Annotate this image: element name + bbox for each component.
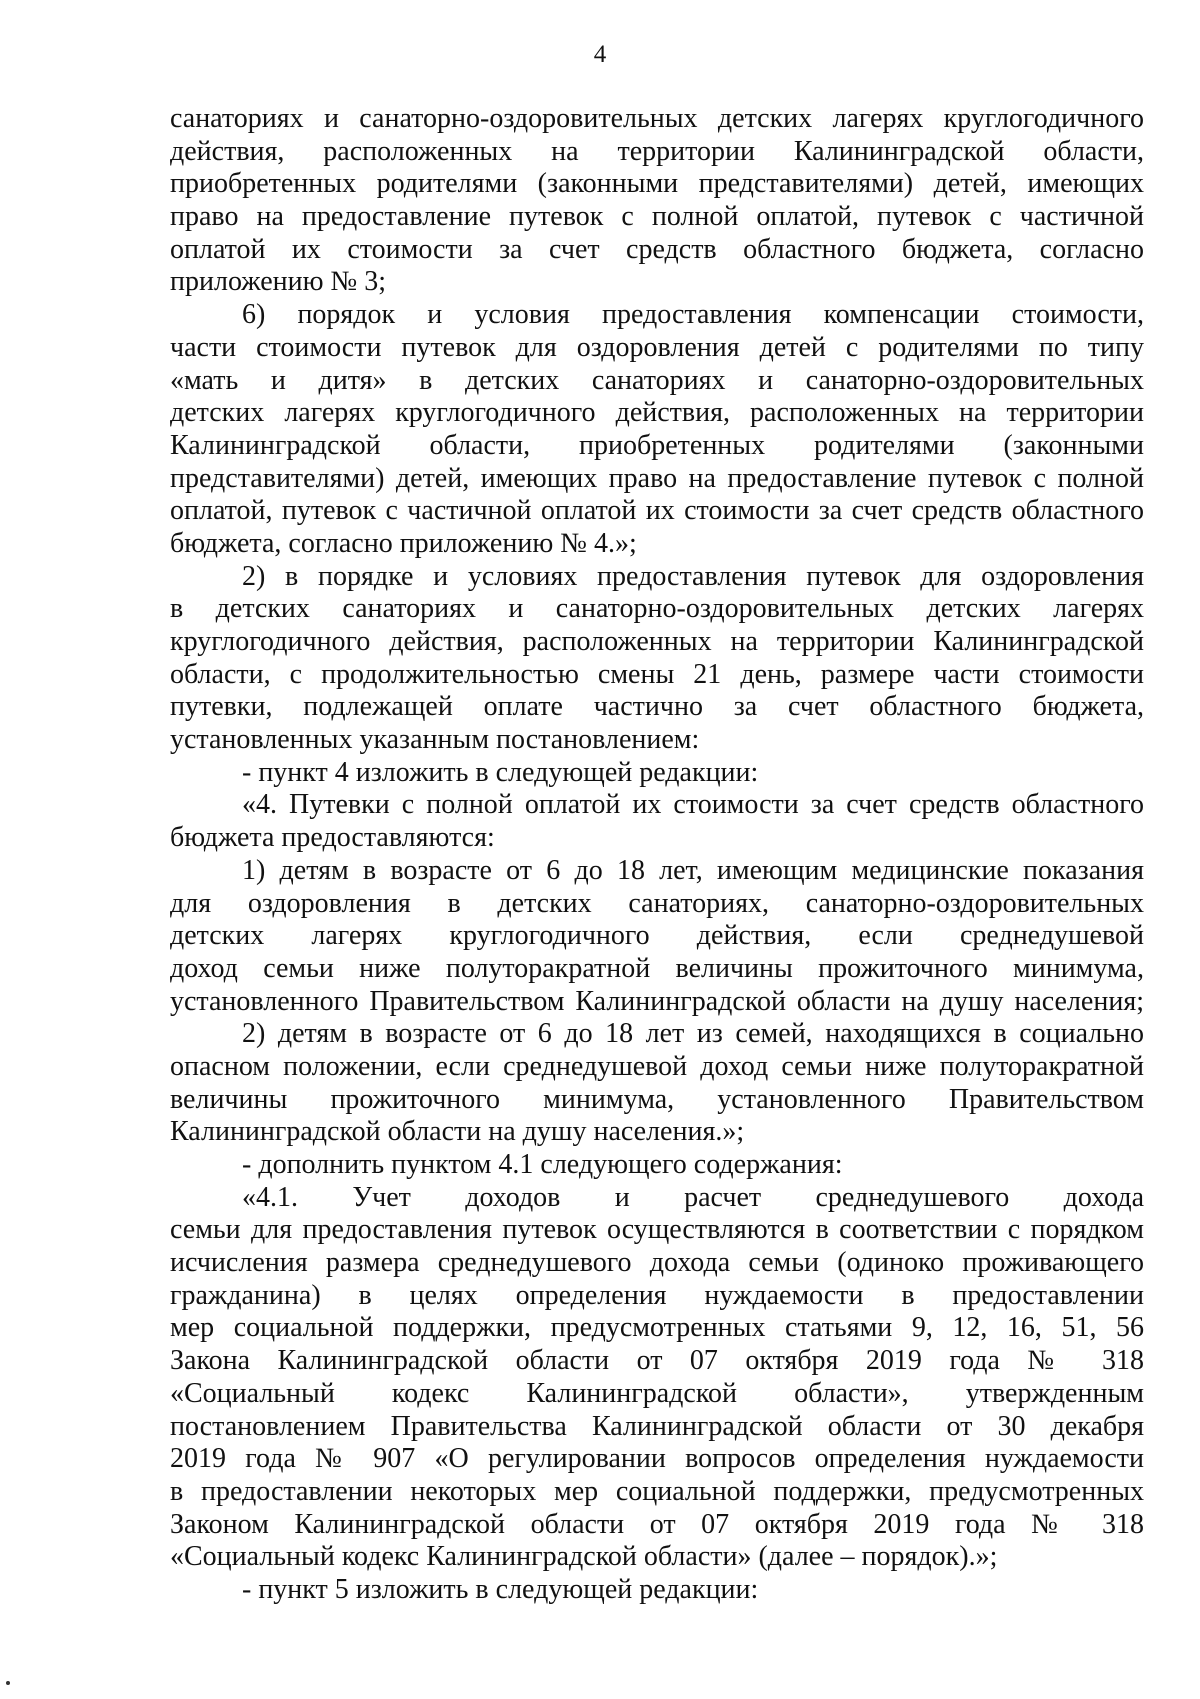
text-line: право на предоставление путевок с полной оплатой, путевок с частичной [170, 201, 1144, 233]
text-line: в детских санаториях и санаторно-оздоровительных детских лагерях [170, 593, 1144, 625]
text-line: бюджета, согласно приложению № 4.»; [170, 527, 637, 559]
text-line: опасном положении, если среднедушевой доход семьи ниже полуторакратной [170, 1050, 1144, 1082]
page-number: 4 [593, 41, 607, 68]
text-line: семьи для предоставления путевок осуществляются в соответствии с порядком [170, 1214, 1144, 1246]
text-line: для оздоровления в детских санаториях, санаторно-оздоровительных [170, 887, 1144, 919]
text-line: - пункт 5 изложить в следующей редакции: [242, 1573, 759, 1605]
text-line: 6) порядок и условия предоставления компенсации стоимости, [242, 299, 1144, 331]
text-line: постановлением Правительства Калининградской области от 30 декабря [170, 1410, 1144, 1442]
text-line: детских лагерях круглогодичного действия, если среднедушевой [170, 920, 1144, 952]
text-line: - пункт 4 изложить в следующей редакции: [242, 756, 759, 788]
text-line: оплатой их стоимости за счет средств областного бюджета, согласно [170, 233, 1144, 265]
text-line: «4. Путевки с полной оплатой их стоимости за счет средств областного [242, 789, 1144, 821]
text-line: 2) детям в возрасте от 6 до 18 лет из семей, находящихся в социально [242, 1018, 1144, 1050]
text-line: 2019 года № 907 «О регулировании вопросов определения нуждаемости [170, 1443, 1144, 1475]
text-line: в предоставлении некоторых мер социальной поддержки, предусмотренных [170, 1475, 1144, 1507]
text-line: Калининградской области на душу населения.»; [170, 1116, 745, 1148]
text-line: путевки, подлежащей оплате частично за счет областного бюджета, [170, 691, 1144, 723]
text-line: доход семьи ниже полуторакратной величины прожиточного минимума, [170, 952, 1144, 984]
text-line: 1) детям в возрасте от 6 до 18 лет, имеющим медицинские показания [242, 854, 1144, 886]
text-line: бюджета предоставляются: [170, 822, 495, 854]
text-line: 2) в порядке и условиях предоставления путевок для оздоровления [242, 560, 1144, 592]
text-line: мер социальной поддержки, предусмотренных статьями 9, 12, 16, 51, 56 [170, 1312, 1144, 1344]
text-line: исчисления размера среднедушевого дохода семьи (одиноко проживающего [170, 1247, 1144, 1279]
text-line: «Социальный кодекс Калининградской области», утвержденным [170, 1377, 1144, 1409]
text-line: детских лагерях круглогодичного действия, расположенных на территории [170, 397, 1144, 429]
text-line: установленного Правительством Калининградской области на душу населения; [170, 985, 1144, 1017]
text-line: гражданина) в целях определения нуждаемости в предоставлении [170, 1279, 1144, 1311]
text-line: «Социальный кодекс Калининградской области» (далее – порядок).»; [170, 1541, 998, 1573]
text-line: «мать и дитя» в детских санаториях и санаторно-оздоровительных [170, 364, 1144, 396]
text-line: оплатой, путевок с частичной оплатой их стоимости за счет средств областного [170, 495, 1144, 527]
text-line: Закона Калининградской области от 07 октября 2019 года № 318 [170, 1345, 1144, 1377]
text-line: части стоимости путевок для оздоровления детей с родителями по типу [170, 331, 1144, 363]
text-line: Законом Калининградской области от 07 октября 2019 года № 318 [170, 1508, 1144, 1540]
text-line: приложению № 3; [170, 266, 387, 298]
text-line: Калининградской области, приобретенных родителями (законными [170, 429, 1144, 461]
text-line: санаториях и санаторно-оздоровительных детских лагерях круглогодичного [170, 103, 1144, 134]
scan-speck [6, 1681, 10, 1685]
text-line: величины прожиточного минимума, установленного Правительством [170, 1083, 1144, 1115]
text-line: представителями) детей, имеющих право на предоставление путевок с полной [170, 462, 1144, 494]
text-line: круглогодичного действия, расположенных на территории Калининградской [170, 626, 1144, 657]
text-line: приобретенных родителями (законными представителями) детей, имеющих [170, 168, 1144, 200]
text-line: действия, расположенных на территории Калининградской области, [170, 135, 1144, 167]
document-body [170, 103, 1144, 1607]
text-line: области, с продолжительностью смены 21 день, размере части стоимости [170, 658, 1144, 690]
text-line: - дополнить пунктом 4.1 следующего содержания: [242, 1149, 843, 1180]
text-line: «4.1. Учет доходов и расчет среднедушевого дохода [242, 1181, 1144, 1213]
text-line: установленных указанным постановлением: [170, 724, 700, 756]
